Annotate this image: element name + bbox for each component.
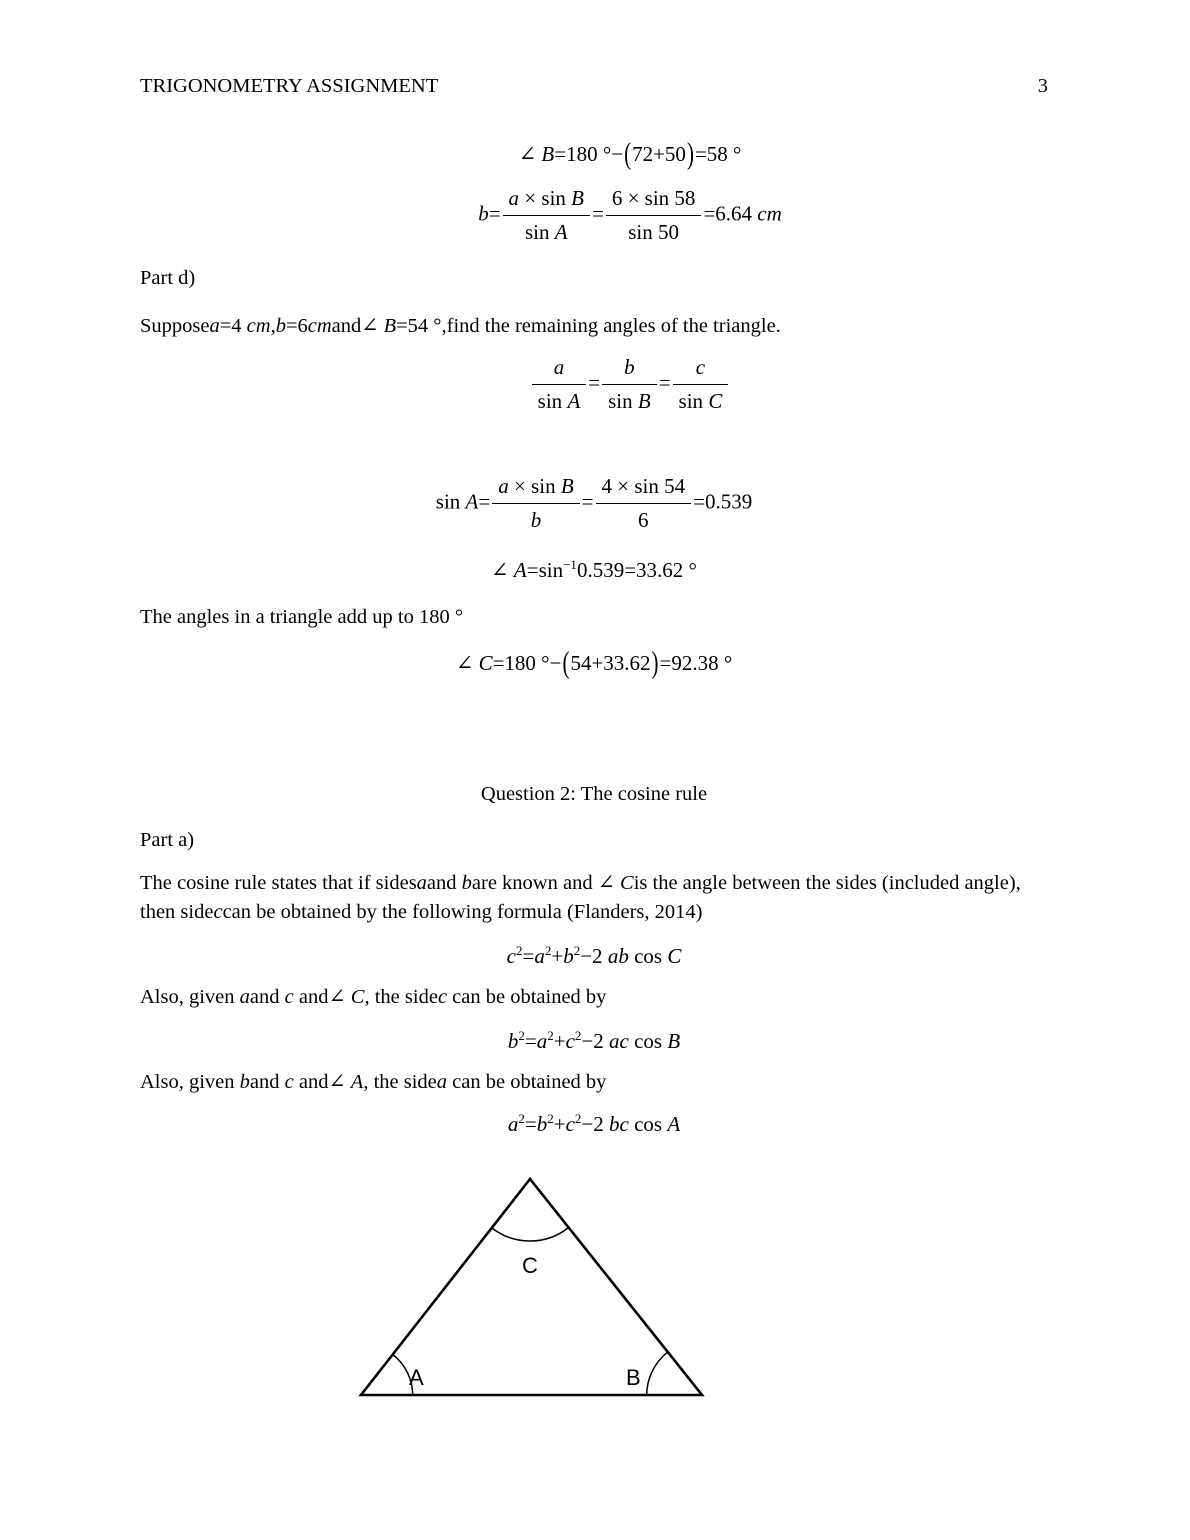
text-run: ,find the remaining angles of the triangle. (441, 315, 781, 337)
math-text: 72+50 (632, 142, 686, 166)
angles-sum-sentence (140, 604, 1048, 630)
math-var: A (554, 220, 568, 244)
right-paren: ) (686, 135, 694, 171)
math-var: C (620, 872, 634, 894)
math-var: a (508, 186, 520, 210)
math-var: A (567, 389, 581, 413)
triangle-figure (345, 1170, 1048, 1426)
math-var: C (708, 389, 723, 413)
math-var: C (350, 986, 365, 1008)
angle-symbol: ∠ (518, 142, 542, 166)
math-var: c (565, 1029, 575, 1053)
math-denominator (503, 216, 590, 247)
angle-symbol: ∠ (328, 1071, 351, 1093)
math-superscript: 2 (573, 943, 581, 958)
math-var: c (284, 986, 294, 1008)
text-run: Also, given (140, 1071, 240, 1093)
equation-side-b (140, 184, 1048, 247)
math-numerator: b (602, 353, 657, 385)
equation-angle-A (140, 557, 1048, 584)
also-given-a-sentence (140, 1069, 1048, 1095)
math-superscript: 2 (574, 1111, 582, 1126)
math-var: B (571, 186, 584, 210)
equation-angle-B (140, 135, 1048, 171)
math-superscript: 2 (518, 1111, 525, 1126)
math-unit: cm (307, 315, 332, 337)
part-d-label (140, 265, 1048, 291)
right-paren: ) (651, 644, 659, 680)
math-var: a (209, 315, 220, 337)
math-var: B (667, 1029, 681, 1053)
math-var: c (437, 986, 448, 1008)
math-var: A (667, 1112, 681, 1136)
document-title: TRIGONOMETRY ASSIGNMENT (140, 75, 439, 97)
math-text: =sin (526, 558, 564, 582)
math-superscript: 2 (544, 943, 552, 958)
text-run: are known and (471, 872, 598, 894)
equation-angle-C (140, 644, 1048, 680)
text-run: and (249, 986, 285, 1008)
math-denominator: 6 (638, 508, 649, 532)
math-text: cos (628, 1029, 668, 1053)
text-run: =6 (285, 315, 308, 337)
math-var: a (239, 986, 250, 1008)
vertex-label-C: C (522, 1253, 538, 1278)
math-text: −2 (580, 944, 608, 968)
math-text: + (551, 944, 564, 968)
math-var: a (416, 872, 427, 894)
text-run: can be obtained by (447, 1071, 607, 1093)
equation-cosine-b (140, 1028, 1048, 1055)
math-text: sin (524, 220, 555, 244)
math-text: =180 °− (554, 142, 624, 166)
math-var: c (213, 901, 223, 923)
triangle-diagram (345, 1170, 745, 1420)
text-run: , the side (363, 1071, 437, 1093)
left-paren: ( (562, 644, 570, 680)
math-text: 54+33.62 (570, 651, 651, 675)
question-2-heading (140, 781, 1048, 807)
math-var: a (436, 1071, 448, 1093)
math-var: c (284, 1071, 294, 1093)
math-text: −2 (581, 1112, 609, 1136)
math-superscript: 2 (574, 1028, 582, 1043)
math-var: ac (609, 1029, 629, 1053)
math-var: bc (609, 1112, 629, 1136)
equation-cosine-a (140, 1111, 1048, 1138)
angle-symbol: ∠ (361, 315, 384, 337)
math-superscript: 2 (547, 1111, 554, 1126)
text-run: Part d) (140, 267, 196, 289)
heading-text: Question 2: The cosine rule (480, 783, 708, 805)
text-run: Suppose (140, 315, 210, 337)
text-run: Part a) (140, 829, 195, 851)
angle-arc-C (492, 1228, 569, 1242)
math-text: sin (537, 389, 568, 413)
page-header (140, 73, 1048, 99)
text-run: =54 ° (396, 315, 442, 337)
cosine-rule-paragraph (140, 869, 1048, 927)
math-var: c (565, 1112, 575, 1136)
math-var: B (560, 474, 574, 498)
text-run: and (293, 1071, 329, 1093)
math-denominator (532, 385, 587, 416)
math-fraction (492, 472, 579, 535)
math-text: sin (608, 389, 638, 413)
math-numerator: a (532, 353, 587, 385)
math-var: a (536, 1029, 548, 1053)
math-text: cos (628, 1112, 668, 1136)
math-var: A (465, 489, 479, 514)
math-var: B (541, 142, 555, 166)
text-run: and (331, 315, 362, 337)
math-fraction (606, 184, 702, 247)
math-text: = (524, 1112, 537, 1136)
math-text: cos (628, 944, 668, 968)
math-text: =180 °− (492, 651, 562, 675)
triangle-outline (361, 1179, 702, 1395)
math-text: + (553, 1112, 566, 1136)
math-var: C (667, 944, 682, 968)
text-run: is the angle between the sides (included angle), then side (140, 872, 1021, 923)
text-run: , (270, 315, 276, 337)
math-text: sin (678, 389, 709, 413)
math-unit: cm (757, 201, 782, 226)
text-run: and (293, 986, 329, 1008)
math-text: = (522, 944, 535, 968)
math-fraction (503, 184, 590, 247)
math-var: b (478, 201, 489, 226)
math-var: b (461, 872, 472, 894)
math-var: B (637, 389, 651, 413)
math-var: b (275, 315, 286, 337)
part-a-label (140, 827, 1048, 853)
math-numerator: 4 × sin 54 (596, 472, 692, 504)
math-numerator: c (673, 353, 729, 385)
angle-symbol: ∠ (597, 872, 621, 894)
math-var: c (506, 944, 516, 968)
math-fraction (673, 353, 729, 416)
equation-sin-A (140, 472, 1048, 535)
math-fraction (602, 353, 657, 416)
math-var: a (498, 474, 509, 498)
math-denominator: b (530, 508, 542, 532)
text-run: and (249, 1071, 285, 1093)
math-denominator: sin 50 (628, 220, 680, 244)
math-superscript: 2 (515, 943, 523, 958)
text-run: , the side (364, 986, 438, 1008)
text-run: The cosine rule states that if sides (140, 872, 417, 894)
math-text: = (478, 489, 491, 514)
left-paren: ( (624, 135, 632, 171)
equation-sine-rule (140, 353, 1048, 416)
math-var: ab (607, 944, 629, 968)
math-unit: cm (246, 315, 271, 337)
text-run: Also, given (140, 986, 240, 1008)
text-run: =4 (219, 315, 247, 337)
text-run: can be obtained by (447, 986, 607, 1008)
math-text: = (588, 370, 601, 395)
math-superscript: 2 (518, 1028, 525, 1043)
math-text: =92.38 ° (659, 651, 733, 675)
vertex-label-B: B (626, 1365, 641, 1390)
angle-symbol: ∠ (328, 986, 351, 1008)
math-text: = (488, 201, 501, 226)
math-superscript: −1 (563, 557, 577, 572)
math-denominator (673, 385, 729, 416)
angle-symbol: ∠ (491, 558, 514, 582)
page-number: 3 (1037, 75, 1048, 97)
math-text: × sin (508, 474, 561, 498)
math-fraction (532, 353, 587, 416)
math-fraction (596, 472, 692, 535)
math-numerator (503, 184, 590, 216)
math-text: =0.539 (693, 489, 753, 514)
angle-arc-B (647, 1352, 668, 1395)
math-superscript: 2 (547, 1028, 554, 1043)
text-run: and (426, 872, 462, 894)
math-numerator (492, 472, 579, 504)
math-text: −2 (581, 1029, 609, 1053)
math-text: 0.539=33.62 ° (576, 558, 697, 582)
vertex-label-A: A (409, 1365, 424, 1390)
math-text: × sin (519, 186, 572, 210)
math-denominator (602, 385, 657, 416)
text-run: can be obtained by the following formula (Flanders, 2014) (222, 901, 703, 923)
math-text: = (591, 201, 604, 226)
suppose-sentence (140, 313, 1048, 339)
math-text: =6.64 (703, 201, 758, 226)
math-text: = (658, 370, 671, 395)
math-text: + (553, 1029, 566, 1053)
math-numerator: 6 × sin 58 (606, 184, 702, 216)
math-var: b (239, 1071, 250, 1093)
math-text: = (524, 1029, 537, 1053)
math-text: =58 ° (694, 142, 742, 166)
math-var: C (478, 651, 493, 675)
math-var: b (507, 1029, 519, 1053)
math-var: a (507, 1112, 519, 1136)
angle-symbol: ∠ (455, 651, 479, 675)
math-text: sin (435, 489, 466, 514)
math-var: a (534, 944, 545, 968)
math-text: = (581, 489, 594, 514)
equation-cosine-c (140, 943, 1048, 970)
math-var: B (383, 315, 397, 337)
math-var: b (563, 944, 574, 968)
also-given-b-sentence (140, 984, 1048, 1010)
math-var: A (513, 558, 527, 582)
math-var: A (350, 1071, 364, 1093)
text-run: The angles in a triangle add up to 180 ° (140, 606, 464, 628)
math-var: b (536, 1112, 548, 1136)
